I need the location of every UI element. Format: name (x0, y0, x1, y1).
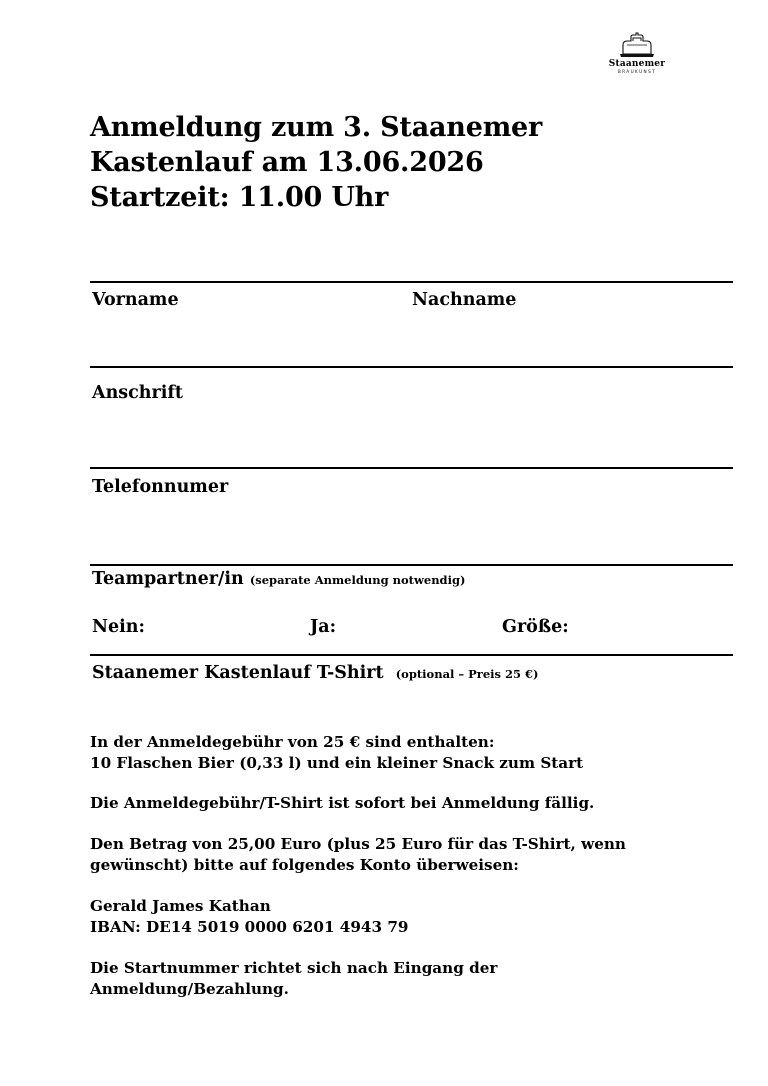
teampartner-note: (separate Anmeldung notwendig) (249, 573, 466, 587)
ja-label[interactable]: Ja: (310, 617, 337, 637)
telefon-input-line[interactable] (90, 467, 733, 469)
fee-includes-line-2: 10 Flaschen Bier (0,33 l) und ein kleiner Snack zum Start (90, 754, 584, 772)
anschrift-input-line[interactable] (90, 366, 733, 368)
vorname-nachname-input-line[interactable] (90, 281, 733, 283)
anschrift-label: Anschrift (92, 383, 184, 403)
vorname-label: Vorname (92, 290, 179, 310)
title-line-3: Startzeit: 11.00 Uhr (90, 182, 389, 213)
start-number-paragraph (90, 958, 690, 1000)
payment-instructions-line-2: gewünscht) bitte auf folgendes Konto überweisen: (90, 856, 519, 874)
tshirt-input-line[interactable] (90, 654, 733, 656)
teampartner-label-text: Teampartner/in (92, 569, 244, 589)
title-line-1: Anmeldung zum 3. Staanemer (90, 112, 543, 143)
payment-instructions-line-1: Den Betrag von 25,00 Euro (plus 25 Euro für das T-Shirt, wenn (90, 835, 626, 853)
telefon-label: Telefonnumer (92, 477, 229, 497)
brewery-logo (602, 32, 672, 84)
teampartner-label (92, 569, 465, 590)
start-number-line-1: Die Startnummer richtet sich nach Eingang der (90, 959, 498, 977)
teampartner-input-line[interactable] (90, 564, 733, 566)
page-title (90, 110, 690, 215)
groesse-label[interactable]: Größe: (502, 617, 569, 637)
tshirt-note: (optional – Preis 25 €) (395, 667, 539, 681)
logo-subtext: BRAUKUNST (617, 69, 657, 74)
nachname-label: Nachname (412, 290, 517, 310)
fee-includes-line-1: In der Anmeldegebühr von 25 € sind enthalten: (90, 733, 495, 751)
bank-details-paragraph (90, 896, 690, 938)
tshirt-label (92, 663, 538, 684)
tshirt-label-text: Staanemer Kastenlauf T-Shirt (92, 663, 384, 683)
brewery-kettle-icon (617, 32, 657, 58)
fee-due-paragraph (90, 793, 690, 814)
logo-wordmark: Staanemer (608, 59, 666, 69)
fee-includes-paragraph (90, 732, 690, 774)
iban-value: IBAN: DE14 5019 0000 6201 4943 79 (90, 918, 409, 936)
nein-label[interactable]: Nein: (92, 617, 145, 637)
payment-instructions-paragraph (90, 834, 690, 876)
account-holder-name: Gerald James Kathan (90, 897, 271, 915)
start-number-line-2: Anmeldung/Bezahlung. (90, 980, 289, 998)
fee-due-line-1: Die Anmeldegebühr/T-Shirt ist sofort bei Anmeldung fällig. (90, 794, 595, 812)
title-line-2: Kastenlauf am 13.06.2026 (90, 147, 484, 178)
